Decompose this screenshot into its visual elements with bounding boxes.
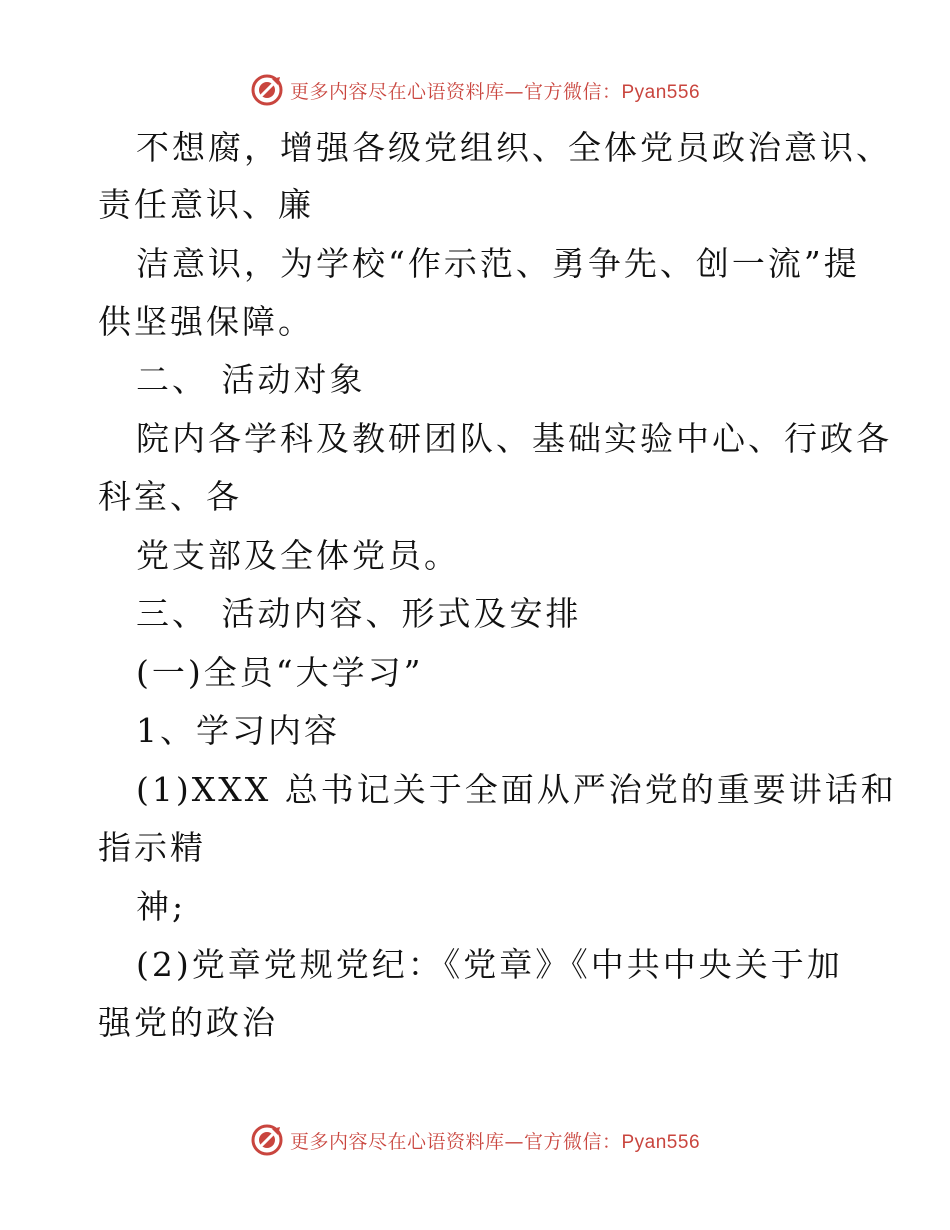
subsection-heading: (一)全员“大学习” — [136, 653, 424, 692]
section-heading: 三、 活动内容、形式及安排 — [136, 594, 582, 633]
watermark-label: 官方微信： — [523, 80, 622, 103]
text-line: 不想腐，增强各级党组织、全体党员政治意识、 — [136, 128, 892, 167]
watermark-brand: 更多内容尽在心语资料库 — [289, 1130, 505, 1153]
watermark-id: Pyan556 — [621, 81, 701, 103]
watermark-id: Pyan556 — [621, 1131, 701, 1153]
text-line: 党支部及全体党员。 — [136, 536, 460, 575]
text-line: 科室、各 — [98, 477, 242, 516]
watermark-brand: 更多内容尽在心语资料库 — [289, 80, 505, 103]
watermark-separator: — — [504, 1130, 524, 1153]
text-line: 神; — [136, 887, 187, 926]
footer-watermark — [0, 1120, 950, 1160]
logo-icon — [250, 1123, 284, 1157]
text-line: 供坚强保障。 — [98, 302, 314, 341]
list-item: (1)XXX 总书记关于全面从严治党的重要讲话和 — [136, 770, 897, 809]
subsection-heading: 1、学习内容 — [136, 711, 340, 750]
watermark-separator: — — [504, 80, 524, 103]
watermark-text — [290, 1127, 700, 1154]
text-line: 指示精 — [98, 828, 206, 867]
text-line: 院内各学科及教研团队、基础实验中心、行政各 — [136, 419, 892, 458]
list-item: (2)党章党规党纪：《党章》《中共中央关于加 — [136, 945, 843, 984]
text-line: 洁意识，为学校“作示范、勇争先、创一流”提 — [136, 244, 860, 283]
section-heading: 二、 活动对象 — [136, 360, 366, 399]
text-line: 责任意识、廉 — [98, 185, 314, 224]
watermark-label: 官方微信： — [523, 1130, 622, 1153]
text-line: 强党的政治 — [98, 1003, 278, 1042]
